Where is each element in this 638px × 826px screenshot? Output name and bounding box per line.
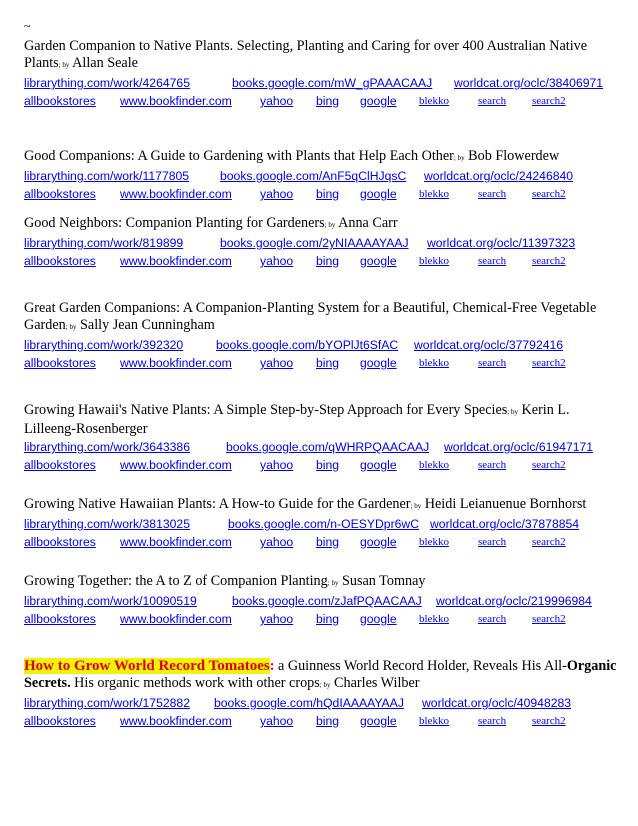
- featured-book-entry: [24, 658, 624, 730]
- book-title: Good Neighbors: Companion Planting for Gardeners: [24, 215, 325, 231]
- worldcat-link[interactable]: worldcat.org/oclc/219996984: [436, 594, 592, 608]
- book-title-line: [24, 148, 624, 167]
- blekko-link[interactable]: blekko: [419, 613, 449, 625]
- bookfinder-link[interactable]: www.bookfinder.com: [120, 356, 232, 370]
- blekko-link[interactable]: blekko: [419, 255, 449, 267]
- links-row-2: [24, 533, 624, 551]
- by-label: ; by: [410, 502, 422, 510]
- worldcat-link[interactable]: worldcat.org/oclc/61947171: [444, 440, 594, 454]
- book-author: Heidi Leianuenue Bornhorst: [424, 496, 587, 512]
- search2-link[interactable]: search2: [532, 459, 566, 471]
- google-books-link[interactable]: books.google.com/bYOPlJt6SfAC: [216, 338, 399, 352]
- worldcat-link[interactable]: worldcat.org/oclc/38406971: [454, 76, 604, 90]
- links-row-2: [24, 185, 624, 203]
- allbookstores-link[interactable]: allbookstores: [24, 612, 96, 626]
- yahoo-link[interactable]: yahoo: [260, 714, 294, 728]
- links-row-2: [24, 252, 624, 270]
- book-entry: [24, 402, 624, 474]
- book-author: Anna Carr: [338, 215, 398, 231]
- links-row-1: [24, 438, 624, 456]
- book-title-line: [24, 215, 624, 234]
- by-label: ; by: [319, 681, 331, 689]
- yahoo-link[interactable]: yahoo: [260, 254, 294, 268]
- book-author: Allan Seale: [72, 55, 138, 71]
- librarything-link[interactable]: librarything.com/work/4264765: [24, 76, 190, 90]
- search-link[interactable]: search: [478, 459, 507, 471]
- by-label: ; by: [507, 408, 518, 416]
- yahoo-link[interactable]: yahoo: [260, 612, 294, 626]
- librarything-link[interactable]: librarything.com/work/1752882: [24, 696, 190, 710]
- by-label: ; by: [327, 579, 339, 587]
- search2-link[interactable]: search2: [532, 95, 566, 107]
- links-row-1: [24, 167, 624, 185]
- book-title: Growing Hawaii's Native Plants: A Simple Step-by-Step Approach for Every Species: [24, 402, 508, 418]
- highlighted-title: How to Grow World Record Tomatoes: [24, 658, 270, 674]
- tilde-mark: ~: [24, 19, 31, 33]
- book-author: Kerin L. Lilleeng-Rosenberger: [24, 402, 570, 437]
- title-bold-part: Organic Secrets.: [24, 658, 617, 691]
- google-link[interactable]: google: [360, 254, 397, 268]
- book-author: Charles Wilber: [334, 675, 420, 691]
- blekko-link[interactable]: blekko: [419, 188, 449, 200]
- bookfinder-link[interactable]: www.bookfinder.com: [120, 458, 232, 472]
- google-books-link[interactable]: books.google.com/AnF5qClHJqsC: [220, 169, 407, 183]
- book-author: Susan Tomnay: [342, 573, 426, 589]
- bing-link[interactable]: bing: [316, 356, 340, 370]
- links-row-1: [24, 694, 624, 712]
- bing-link[interactable]: bing: [316, 254, 340, 268]
- bookfinder-link[interactable]: www.bookfinder.com: [120, 187, 232, 201]
- search2-link[interactable]: search2: [532, 536, 566, 548]
- google-link[interactable]: google: [360, 535, 397, 549]
- bing-link[interactable]: bing: [316, 612, 340, 626]
- google-books-link[interactable]: books.google.com/qWHRPQAACAAJ: [226, 440, 430, 454]
- links-row-1: [24, 515, 624, 533]
- book-entry: [24, 300, 624, 372]
- document-page: [24, 18, 624, 728]
- book-entry: [24, 215, 624, 270]
- search-link[interactable]: search: [478, 715, 507, 727]
- links-row-1: [24, 234, 624, 252]
- book-title-line: [24, 658, 624, 694]
- book-title: Growing Together: the A to Z of Companion Planting: [24, 573, 328, 589]
- book-author: Bob Flowerdew: [468, 148, 560, 164]
- book-author: Sally Jean Cunningham: [80, 317, 215, 333]
- links-row-1: [24, 74, 624, 92]
- book-title: Growing Native Hawaiian Plants: A How-to Guide for the Gardener: [24, 496, 411, 512]
- book-title-line: [24, 300, 624, 336]
- worldcat-link[interactable]: worldcat.org/oclc/40948283: [422, 696, 572, 710]
- bookfinder-link[interactable]: www.bookfinder.com: [120, 535, 232, 549]
- yahoo-link[interactable]: yahoo: [260, 94, 294, 108]
- search2-link[interactable]: search2: [532, 188, 566, 200]
- bookfinder-link[interactable]: www.bookfinder.com: [120, 254, 232, 268]
- google-link[interactable]: google: [360, 356, 397, 370]
- by-label: ; by: [453, 154, 465, 162]
- librarything-link[interactable]: librarything.com/work/10090519: [24, 594, 197, 608]
- allbookstores-link[interactable]: allbookstores: [24, 458, 96, 472]
- bing-link[interactable]: bing: [316, 187, 340, 201]
- book-title: Good Companions: A Guide to Gardening with Plants that Help Each Other: [24, 148, 454, 164]
- search2-link[interactable]: search2: [532, 715, 566, 727]
- blekko-link[interactable]: blekko: [419, 536, 449, 548]
- allbookstores-link[interactable]: allbookstores: [24, 535, 96, 549]
- google-books-link[interactable]: books.google.com/hQdIAAAAYAAJ: [214, 696, 404, 710]
- worldcat-link[interactable]: worldcat.org/oclc/24246840: [424, 169, 574, 183]
- book-title-line: [24, 496, 624, 515]
- search2-link[interactable]: search2: [532, 613, 566, 625]
- search2-link[interactable]: search2: [532, 357, 566, 369]
- librarything-link[interactable]: librarything.com/work/3643386: [24, 440, 190, 454]
- book-entry: [24, 38, 624, 110]
- search-link[interactable]: search: [478, 188, 507, 200]
- title-part-1: a Guinness World Record Holder, Reveals His All-: [274, 658, 567, 674]
- by-label: ; by: [324, 221, 336, 229]
- yahoo-link[interactable]: yahoo: [260, 535, 294, 549]
- book-title-line: [24, 402, 624, 438]
- search-link[interactable]: search: [478, 613, 507, 625]
- bookfinder-link[interactable]: www.bookfinder.com: [120, 714, 232, 728]
- allbookstores-link[interactable]: allbookstores: [24, 356, 96, 370]
- search-link[interactable]: search: [478, 357, 507, 369]
- allbookstores-link[interactable]: allbookstores: [24, 94, 96, 108]
- blekko-link[interactable]: blekko: [419, 95, 449, 107]
- google-books-link[interactable]: books.google.com/mW_gPAAACAAJ: [232, 76, 433, 90]
- allbookstores-link[interactable]: allbookstores: [24, 187, 96, 201]
- search-link[interactable]: search: [478, 255, 507, 267]
- worldcat-link[interactable]: worldcat.org/oclc/37878854: [430, 517, 580, 531]
- book-title: Great Garden Companions: A Companion-Planting System for a Beautiful, Chemical-Free Vegetable Garden: [24, 300, 597, 333]
- worldcat-link[interactable]: worldcat.org/oclc/11397323: [427, 236, 576, 250]
- blekko-link[interactable]: blekko: [419, 459, 449, 471]
- google-link[interactable]: google: [360, 612, 397, 626]
- bing-link[interactable]: bing: [316, 535, 340, 549]
- by-label: ; by: [65, 323, 77, 331]
- librarything-link[interactable]: librarything.com/work/392320: [24, 338, 184, 352]
- google-books-link[interactable]: books.google.com/zJafPQAACAAJ: [232, 594, 422, 608]
- links-row-2: [24, 712, 624, 730]
- links-row-2: [24, 354, 624, 372]
- librarything-link[interactable]: librarything.com/work/3813025: [24, 517, 190, 531]
- book-title: Garden Companion to Native Plants. Selecting, Planting and Caring for over 400 Australian Native Plants: [24, 38, 588, 71]
- blekko-link[interactable]: blekko: [419, 357, 449, 369]
- yahoo-link[interactable]: yahoo: [260, 458, 294, 472]
- bing-link[interactable]: bing: [316, 714, 340, 728]
- book-entry: [24, 573, 624, 628]
- google-link[interactable]: google: [360, 94, 397, 108]
- links-row-1: [24, 592, 624, 610]
- bing-link[interactable]: bing: [316, 458, 340, 472]
- yahoo-link[interactable]: yahoo: [260, 356, 294, 370]
- yahoo-link[interactable]: yahoo: [260, 187, 294, 201]
- librarything-link[interactable]: librarything.com/work/819899: [24, 236, 184, 250]
- blekko-link[interactable]: blekko: [419, 715, 449, 727]
- book-entry: [24, 148, 624, 203]
- links-row-2: [24, 456, 624, 474]
- title-part-2: His organic methods work with other crops: [70, 675, 320, 691]
- allbookstores-link[interactable]: allbookstores: [24, 254, 96, 268]
- google-link[interactable]: google: [360, 187, 397, 201]
- google-books-link[interactable]: books.google.com/2yNIAAAAYAAJ: [220, 236, 409, 250]
- bing-link[interactable]: bing: [316, 94, 340, 108]
- links-row-2: [24, 92, 624, 110]
- allbookstores-link[interactable]: allbookstores: [24, 714, 96, 728]
- bookfinder-link[interactable]: www.bookfinder.com: [120, 612, 232, 626]
- book-title-line: [24, 573, 624, 592]
- librarything-link[interactable]: librarything.com/work/1177805: [24, 169, 190, 183]
- by-label: ; by: [58, 61, 70, 69]
- google-link[interactable]: google: [360, 458, 397, 472]
- links-row-1: [24, 336, 624, 354]
- search2-link[interactable]: search2: [532, 255, 566, 267]
- book-entry: [24, 496, 624, 551]
- worldcat-link[interactable]: worldcat.org/oclc/37792416: [414, 338, 564, 352]
- title-colon: :: [269, 658, 275, 674]
- book-title-line: [24, 38, 624, 74]
- search-link[interactable]: search: [478, 536, 507, 548]
- bookfinder-link[interactable]: www.bookfinder.com: [120, 94, 232, 108]
- search-link[interactable]: search: [478, 95, 507, 107]
- google-link[interactable]: google: [360, 714, 397, 728]
- links-row-2: [24, 610, 624, 628]
- google-books-link[interactable]: books.google.com/n-OESYDpr6wC: [228, 517, 420, 531]
